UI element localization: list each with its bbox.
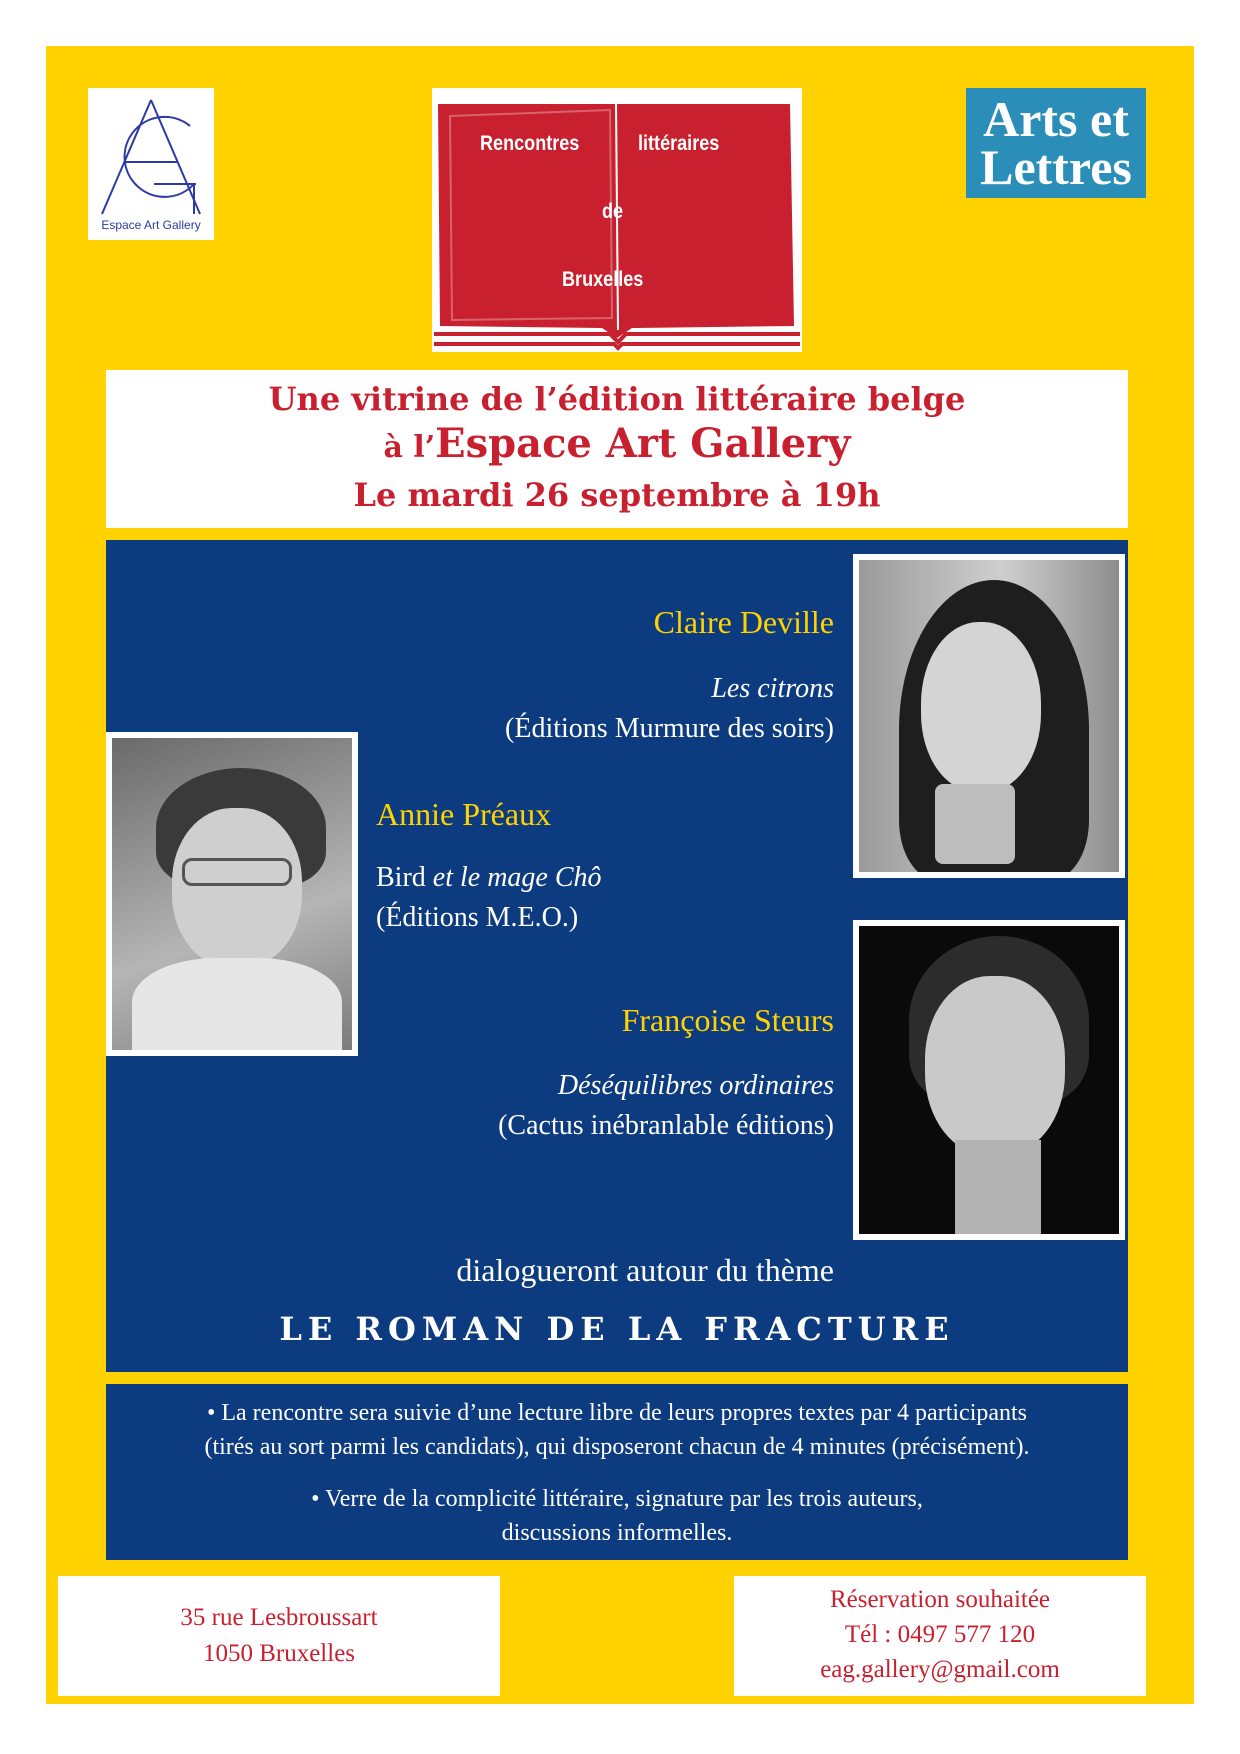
arts-et-lettres-logo xyxy=(966,88,1146,198)
author-name-annie-preaux: Annie Préaux xyxy=(376,796,552,832)
arts-et-lettres-line2: Lettres xyxy=(980,139,1132,195)
rencontres-litteraires-logo xyxy=(432,88,802,352)
header-line2 xyxy=(106,420,1128,467)
logo-word-bruxelles: Bruxelles xyxy=(562,268,644,291)
book-title-desequilibres: Déséquilibres ordinaires xyxy=(557,1070,834,1101)
reservation-phone[interactable]: Tél : 0497 577 120 xyxy=(844,1621,1036,1648)
info-p1-line1: • La rencontre sera suivie d’une lecture libre de leurs propres textes par 4 participants xyxy=(206,1400,1028,1426)
header-line2-prefix: à l’ xyxy=(383,430,436,465)
book-title-bird-italic: et le mage Chô xyxy=(432,862,602,893)
espace-art-gallery-logo xyxy=(88,88,214,240)
book-title-les-citrons: Les citrons xyxy=(711,673,834,704)
event-header xyxy=(106,370,1128,528)
info-p2-line1: • Verre de la complicité littéraire, signature par les trois auteurs, xyxy=(311,1486,923,1512)
reservation-label: Réservation souhaitée xyxy=(829,1586,1051,1613)
reservation-box xyxy=(734,1576,1146,1696)
theme-intro: dialogueront autour du thème xyxy=(456,1252,834,1288)
venue-name: Espace Art Gallery xyxy=(435,420,851,467)
author-photo-francoise-steurs xyxy=(853,920,1125,1240)
eag-caption: Espace Art Gallery xyxy=(101,218,201,232)
address-city: 1050 Bruxelles xyxy=(202,1640,356,1667)
logo-word-litteraires: littéraires xyxy=(638,132,720,155)
logo-word-de: de xyxy=(602,200,624,223)
info-box xyxy=(106,1384,1128,1560)
eag-monogram-icon xyxy=(94,92,208,216)
theme-title: LE ROMAN DE LA FRACTURE xyxy=(279,1310,955,1348)
book-title-bird xyxy=(376,858,816,898)
publisher-francoise-steurs: (Cactus inébranlable éditions) xyxy=(498,1110,834,1141)
author-photo-annie-preaux xyxy=(106,732,358,1056)
publisher-claire-deville: (Éditions Murmure des soirs) xyxy=(505,713,834,744)
arts-et-lettres-line1: Arts et xyxy=(983,91,1129,147)
author-name-francoise-steurs: Françoise Steurs xyxy=(621,1002,834,1038)
author-name-claire-deville: Claire Deville xyxy=(653,604,834,640)
publisher-annie-preaux: (Éditions M.E.O.) xyxy=(376,902,579,933)
event-date: Le mardi 26 septembre à 19h xyxy=(353,476,881,514)
reservation-email[interactable]: eag.gallery@gmail.com xyxy=(820,1656,1060,1683)
book-title-bird-plain: Bird xyxy=(376,862,426,893)
address-street: 35 rue Lesbroussart xyxy=(180,1604,378,1631)
logo-word-rencontres: Rencontres xyxy=(480,132,580,155)
info-p2-line2: discussions informelles. xyxy=(501,1520,733,1546)
author-photo-claire-deville xyxy=(853,554,1125,878)
info-p1-line2: (tirés au sort parmi les candidats), qui disposeront chacun de 4 minutes (précisément). xyxy=(204,1434,1030,1460)
address-box xyxy=(58,1576,500,1696)
header-line1: Une vitrine de l’édition littéraire belge xyxy=(268,380,966,418)
